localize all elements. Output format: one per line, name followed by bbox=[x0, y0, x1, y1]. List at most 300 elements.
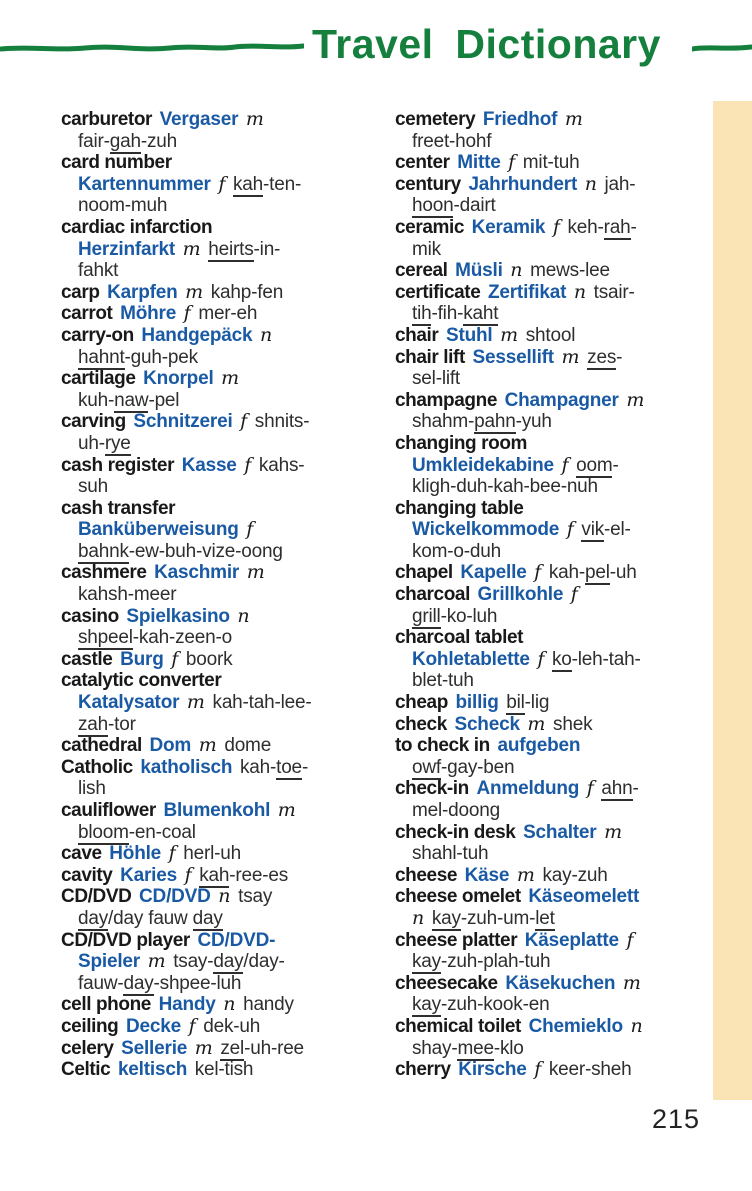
pronunciation: kahsh-meer bbox=[78, 584, 177, 606]
pronunciation: bloom-en-coal bbox=[78, 821, 196, 843]
pronunciation: owf-gay-ben bbox=[412, 756, 515, 778]
gender-marker: m bbox=[561, 345, 580, 368]
headword-en: carrot bbox=[61, 303, 113, 325]
pronunciation: tsay-day/day- bbox=[173, 951, 285, 973]
pronunciation: bahnk-ew-buh-vize-oong bbox=[78, 540, 283, 562]
headword-en: carving bbox=[61, 411, 126, 433]
header-rule-right bbox=[692, 40, 752, 56]
dictionary-line bbox=[61, 476, 395, 498]
gender-marker: n bbox=[412, 906, 425, 929]
gender-marker: m bbox=[527, 712, 546, 735]
gender-marker: m bbox=[182, 237, 201, 260]
dictionary-line bbox=[61, 519, 395, 541]
headword-en: charcoal tablet bbox=[395, 627, 524, 649]
headword-en: Catholic bbox=[61, 756, 133, 778]
translation-de: Blumenkohl bbox=[163, 800, 271, 821]
page-number: 215 bbox=[652, 1104, 701, 1134]
dictionary-line bbox=[395, 865, 725, 887]
pronunciation: ahn- bbox=[601, 778, 639, 800]
dictionary-line bbox=[395, 627, 725, 649]
gender-marker: f bbox=[626, 928, 634, 951]
dictionary-line bbox=[395, 670, 725, 692]
dictionary-line bbox=[61, 843, 395, 865]
pronunciation: shahl-tuh bbox=[412, 843, 489, 865]
gender-marker: f bbox=[171, 647, 179, 670]
dictionary-line bbox=[395, 757, 725, 779]
dictionary-line bbox=[61, 865, 395, 887]
dictionary-line bbox=[61, 455, 395, 477]
translation-de: Käse bbox=[464, 864, 510, 886]
green-squiggle-icon bbox=[692, 40, 752, 56]
pronunciation: hahnt-guh-pek bbox=[78, 346, 198, 368]
pronunciation: fahkt bbox=[78, 260, 119, 282]
headword-en: cheese bbox=[395, 864, 458, 886]
pronunciation: kel-tish bbox=[194, 1059, 254, 1081]
dictionary-line bbox=[395, 195, 725, 217]
headword-en: celery bbox=[61, 1037, 114, 1059]
gender-marker: n bbox=[223, 993, 236, 1016]
dictionary-line bbox=[61, 951, 395, 973]
gender-marker: f bbox=[188, 1014, 196, 1037]
translation-de: Anmeldung bbox=[476, 778, 580, 800]
dictionary-line bbox=[61, 822, 395, 844]
translation-de: katholisch bbox=[140, 756, 233, 778]
translation-de: Müsli bbox=[455, 260, 503, 282]
pronunciation: jah- bbox=[604, 173, 636, 195]
gender-marker: m bbox=[626, 388, 645, 411]
dictionary-line bbox=[395, 606, 725, 628]
pronunciation: kay-zuh-kook-en bbox=[412, 994, 550, 1016]
dictionary-line bbox=[61, 778, 395, 800]
dictionary-line bbox=[61, 714, 395, 736]
gender-marker: m bbox=[277, 799, 296, 821]
headword-en: carp bbox=[61, 281, 100, 303]
gender-marker: f bbox=[168, 842, 176, 865]
gender-marker: n bbox=[260, 323, 273, 346]
translation-de: Käseplatte bbox=[524, 929, 619, 951]
pronunciation: dek-uh bbox=[203, 1015, 261, 1037]
dictionary-line bbox=[395, 735, 725, 757]
dictionary-line bbox=[395, 584, 725, 606]
gender-marker: n bbox=[630, 1014, 643, 1037]
dictionary-line bbox=[395, 519, 725, 541]
pronunciation: kah-tah-lee- bbox=[212, 692, 312, 714]
pronunciation: keh-rah- bbox=[567, 216, 637, 238]
dictionary-line bbox=[61, 303, 395, 325]
gender-marker: f bbox=[184, 863, 192, 886]
dictionary-line bbox=[61, 433, 395, 455]
translation-de: Mitte bbox=[457, 152, 501, 174]
headword-en: castle bbox=[61, 648, 113, 670]
headword-en: charcoal bbox=[395, 584, 470, 606]
translation-de: Spieler bbox=[78, 951, 140, 973]
pronunciation: handy bbox=[243, 994, 294, 1016]
dictionary-line bbox=[395, 973, 725, 995]
headword-en: cash register bbox=[61, 454, 175, 476]
dictionary-line bbox=[395, 303, 725, 325]
dictionary-line bbox=[61, 584, 395, 606]
headword-en: CD/DVD bbox=[61, 886, 132, 908]
dictionary-line bbox=[61, 368, 395, 390]
gender-marker: f bbox=[534, 1058, 542, 1081]
dictionary-line bbox=[395, 476, 725, 498]
dictionary-line bbox=[395, 692, 725, 714]
translation-de: Karpfen bbox=[107, 281, 178, 303]
headword-en: cashmere bbox=[61, 562, 147, 584]
dictionary-line bbox=[395, 714, 725, 736]
translation-de: Kaschmir bbox=[154, 562, 240, 584]
dictionary-line bbox=[61, 498, 395, 520]
dictionary-line bbox=[61, 735, 395, 757]
pronunciation: mit-tuh bbox=[522, 152, 580, 174]
right-column bbox=[395, 109, 725, 1081]
pronunciation: shek bbox=[553, 713, 593, 735]
translation-de: Knorpel bbox=[143, 368, 214, 390]
pronunciation: oom- bbox=[576, 454, 619, 476]
gender-marker: m bbox=[198, 734, 217, 757]
dictionary-line bbox=[395, 1016, 725, 1038]
translation-de: Dom bbox=[149, 735, 192, 757]
pronunciation: kahs- bbox=[258, 454, 305, 476]
gender-marker: n bbox=[218, 885, 231, 908]
dictionary-line bbox=[395, 325, 725, 347]
dictionary-line bbox=[395, 455, 725, 477]
translation-de: billig bbox=[455, 692, 499, 714]
dictionary-line bbox=[61, 930, 395, 952]
translation-de: Decke bbox=[125, 1015, 181, 1037]
dictionary-line bbox=[395, 649, 725, 671]
gender-marker: m bbox=[622, 971, 641, 994]
dictionary-line bbox=[395, 951, 725, 973]
pronunciation: shpeel-kah-zeen-o bbox=[78, 627, 232, 649]
translation-de: keltisch bbox=[117, 1059, 188, 1081]
translation-de: Banküberweisung bbox=[78, 519, 239, 541]
pronunciation: mews-lee bbox=[530, 260, 610, 282]
gender-marker: m bbox=[245, 108, 264, 130]
translation-de: Stuhl bbox=[446, 324, 493, 346]
pronunciation: kligh-duh-kah-bee-nuh bbox=[412, 476, 598, 498]
headword-en: cereal bbox=[395, 260, 448, 282]
translation-de: Spielkasino bbox=[126, 605, 230, 627]
gender-marker: m bbox=[564, 108, 583, 130]
dictionary-line bbox=[61, 260, 395, 282]
translation-de: Zertifikat bbox=[487, 281, 567, 303]
dictionary-line bbox=[61, 174, 395, 196]
translation-de: Sessellift bbox=[472, 346, 554, 368]
dictionary-line bbox=[395, 131, 725, 153]
translation-de: Champagner bbox=[504, 389, 619, 411]
dictionary-line bbox=[395, 843, 725, 865]
gender-marker: f bbox=[561, 453, 569, 476]
pronunciation: shnits- bbox=[254, 411, 310, 433]
pronunciation: ko-leh-tah- bbox=[551, 648, 641, 670]
dictionary-line bbox=[61, 800, 395, 822]
gender-marker: f bbox=[508, 151, 516, 174]
translation-de: Kapelle bbox=[460, 562, 527, 584]
translation-de: Möhre bbox=[120, 303, 177, 325]
headword-en: Celtic bbox=[61, 1059, 111, 1081]
headword-en: cathedral bbox=[61, 735, 142, 757]
pronunciation: tih-fih-kaht bbox=[412, 303, 499, 325]
pronunciation: shahm-pahn-yuh bbox=[412, 411, 552, 433]
dictionary-line bbox=[395, 217, 725, 239]
translation-de: Kirsche bbox=[458, 1059, 527, 1081]
pronunciation: zes- bbox=[587, 346, 623, 368]
dictionary-line bbox=[395, 822, 725, 844]
headword-en: carburetor bbox=[61, 109, 153, 130]
gender-marker: f bbox=[183, 302, 191, 325]
translation-de: Kohletablette bbox=[412, 648, 530, 670]
left-column bbox=[61, 109, 395, 1081]
translation-de: Grillkohle bbox=[477, 584, 564, 606]
gender-marker: m bbox=[500, 323, 519, 346]
dictionary-line bbox=[395, 433, 725, 455]
dictionary-line bbox=[395, 800, 725, 822]
gender-marker: m bbox=[246, 561, 265, 584]
headword-en: cave bbox=[61, 843, 102, 865]
headword-en: check bbox=[395, 713, 447, 735]
gender-marker: n bbox=[584, 172, 597, 195]
dictionary-line bbox=[61, 411, 395, 433]
dictionary-line bbox=[61, 606, 395, 628]
pronunciation: uh-rye bbox=[78, 432, 131, 454]
headword-en: chair bbox=[395, 324, 439, 346]
headword-en: to check in bbox=[395, 735, 490, 757]
headword-en: changing room bbox=[395, 432, 528, 454]
dictionary-line bbox=[61, 562, 395, 584]
dictionary-line bbox=[395, 282, 725, 304]
dictionary-line bbox=[395, 368, 725, 390]
translation-de: CD/DVD bbox=[139, 886, 211, 908]
dictionary-line bbox=[61, 649, 395, 671]
translation-de: Käsekuchen bbox=[505, 972, 616, 994]
header-rule-left bbox=[0, 40, 304, 56]
dictionary-line bbox=[61, 1059, 395, 1081]
gender-marker: n bbox=[573, 280, 587, 303]
headword-en: changing table bbox=[395, 497, 524, 519]
headword-en: ceiling bbox=[61, 1015, 119, 1037]
pronunciation: bil-lig bbox=[506, 692, 550, 714]
page-title: Travel Dictionary bbox=[312, 21, 661, 67]
dictionary-line bbox=[61, 627, 395, 649]
gender-marker: f bbox=[534, 561, 542, 584]
dictionary-line bbox=[61, 1016, 395, 1038]
pronunciation: keer-sheh bbox=[548, 1059, 632, 1081]
translation-de: Handgepäck bbox=[141, 324, 253, 346]
pronunciation: noom-muh bbox=[78, 195, 168, 217]
headword-en: chapel bbox=[395, 562, 453, 584]
dictionary-line bbox=[395, 930, 725, 952]
translation-de: Umkleidekabine bbox=[412, 454, 554, 476]
headword-en: cheese platter bbox=[395, 929, 518, 951]
dictionary-line bbox=[395, 260, 725, 282]
pronunciation: kay-zuh bbox=[542, 864, 608, 886]
pronunciation: tsay bbox=[238, 886, 273, 908]
pronunciation: freet-hohf bbox=[412, 130, 492, 152]
headword-en: carry-on bbox=[61, 324, 134, 346]
translation-de: Vergaser bbox=[159, 109, 239, 130]
dictionary-line bbox=[395, 562, 725, 584]
translation-de: Höhle bbox=[109, 843, 162, 865]
dictionary-line bbox=[61, 692, 395, 714]
pronunciation: kom-o-duh bbox=[412, 540, 502, 562]
pronunciation: kah-ree-es bbox=[199, 864, 289, 886]
dictionary-line bbox=[61, 757, 395, 779]
pronunciation: kay-zuh-um-let bbox=[431, 907, 555, 929]
gender-marker: f bbox=[566, 518, 574, 541]
gender-marker: f bbox=[552, 215, 560, 238]
translation-de: Kasse bbox=[181, 454, 237, 476]
dictionary-line bbox=[61, 217, 395, 239]
gender-marker: f bbox=[246, 518, 254, 541]
headword-en: cherry bbox=[395, 1059, 451, 1081]
headword-en: cash transfer bbox=[61, 497, 176, 519]
headword-en: check-in bbox=[395, 778, 469, 800]
dictionary-line bbox=[395, 239, 725, 261]
gender-marker: m bbox=[604, 820, 623, 843]
headword-en: chemical toilet bbox=[395, 1015, 521, 1037]
pronunciation: sel-lift bbox=[412, 368, 461, 390]
translation-de: Scheck bbox=[454, 713, 520, 735]
pronunciation: kuh-naw-pel bbox=[78, 389, 180, 411]
dictionary-line bbox=[395, 411, 725, 433]
pronunciation: dome bbox=[224, 735, 272, 757]
headword-en: catalytic converter bbox=[61, 670, 222, 692]
gender-marker: n bbox=[237, 604, 250, 627]
dictionary-line bbox=[61, 109, 395, 131]
translation-de: Handy bbox=[158, 994, 216, 1016]
dictionary-line bbox=[395, 109, 725, 131]
dictionary-line bbox=[61, 994, 395, 1016]
gender-marker: m bbox=[186, 691, 205, 714]
headword-en: center bbox=[395, 152, 450, 174]
translation-de: Friedhof bbox=[482, 109, 558, 130]
pronunciation: zel-uh-ree bbox=[220, 1037, 304, 1059]
pronunciation: grill-ko-luh bbox=[412, 605, 498, 627]
dictionary-line bbox=[395, 994, 725, 1016]
dictionary-line bbox=[395, 778, 725, 800]
dictionary-line bbox=[61, 325, 395, 347]
headword-en: cemetery bbox=[395, 109, 476, 130]
pronunciation: mik bbox=[412, 238, 441, 260]
gender-marker: f bbox=[240, 410, 248, 433]
dictionary-line bbox=[61, 908, 395, 930]
headword-en: check-in desk bbox=[395, 821, 516, 843]
dictionary-line bbox=[395, 174, 725, 196]
translation-de: aufgeben bbox=[497, 735, 581, 757]
pronunciation: kah-pel-uh bbox=[548, 562, 637, 584]
translation-de: Chemieklo bbox=[528, 1015, 623, 1037]
gender-marker: f bbox=[586, 777, 594, 800]
pronunciation: lish bbox=[78, 778, 106, 800]
pronunciation: fair-gah-zuh bbox=[78, 130, 178, 152]
dictionary-line bbox=[61, 1038, 395, 1060]
dictionary-line bbox=[395, 498, 725, 520]
headword-en: cell phone bbox=[61, 994, 151, 1016]
dictionary-line bbox=[61, 390, 395, 412]
pronunciation: mer-eh bbox=[198, 303, 258, 325]
pronunciation: shtool bbox=[525, 324, 576, 346]
headword-en: cheap bbox=[395, 692, 448, 714]
dictionary-line bbox=[61, 131, 395, 153]
gender-marker: f bbox=[570, 583, 578, 606]
headword-en: ceramic bbox=[395, 216, 465, 238]
dictionary-line bbox=[395, 908, 725, 930]
dictionary-line bbox=[61, 152, 395, 174]
headword-en: cartilage bbox=[61, 368, 136, 390]
pronunciation: herl-uh bbox=[183, 843, 242, 865]
headword-en: cardiac infarction bbox=[61, 216, 213, 238]
headword-en: certificate bbox=[395, 281, 481, 303]
dictionary-line bbox=[61, 541, 395, 563]
dictionary-line bbox=[395, 1038, 725, 1060]
pronunciation: suh bbox=[78, 476, 109, 498]
translation-de: Jahrhundert bbox=[468, 173, 578, 195]
headword-en: CD/DVD player bbox=[61, 929, 190, 951]
headword-en: casino bbox=[61, 605, 119, 627]
translation-de: Schnitzerei bbox=[133, 411, 233, 433]
pronunciation: shay-mee-klo bbox=[412, 1037, 524, 1059]
pronunciation: vik-el- bbox=[581, 519, 631, 541]
pronunciation: zah-tor bbox=[78, 713, 136, 735]
dictionary-line bbox=[61, 973, 395, 995]
translation-de: Wickelkommode bbox=[412, 519, 560, 541]
dictionary-line bbox=[61, 239, 395, 261]
translation-de: Katalysator bbox=[78, 692, 180, 714]
dictionary-line bbox=[395, 886, 725, 908]
translation-de: Karies bbox=[120, 864, 177, 886]
pronunciation: mel-doong bbox=[412, 800, 500, 821]
pronunciation: kah-toe- bbox=[239, 756, 309, 778]
headword-en: cheesecake bbox=[395, 972, 498, 994]
dictionary-line bbox=[61, 670, 395, 692]
dictionary-line bbox=[61, 282, 395, 304]
dictionary-line bbox=[395, 347, 725, 369]
gender-marker: m bbox=[194, 1036, 213, 1059]
headword-en: chair lift bbox=[395, 346, 465, 368]
translation-de: Herzinfarkt bbox=[78, 238, 176, 260]
headword-en: cavity bbox=[61, 864, 113, 886]
gender-marker: m bbox=[221, 367, 240, 390]
translation-de: Kartennummer bbox=[78, 173, 211, 195]
translation-de: Sellerie bbox=[121, 1037, 188, 1059]
gender-marker: m bbox=[516, 863, 535, 886]
dictionary-line bbox=[395, 541, 725, 563]
pronunciation: day/day fauw day bbox=[78, 907, 223, 929]
gender-marker: f bbox=[244, 453, 252, 476]
gender-marker: f bbox=[537, 647, 545, 670]
headword-en: card number bbox=[61, 152, 172, 174]
dictionary-line bbox=[61, 347, 395, 369]
translation-de: Burg bbox=[120, 648, 164, 670]
pronunciation: kay-zuh-plah-tuh bbox=[412, 951, 551, 973]
pronunciation: kah-ten- bbox=[232, 173, 302, 195]
headword-en: cheese omelet bbox=[395, 886, 521, 908]
gender-marker: m bbox=[147, 950, 166, 973]
pronunciation: heirts-in- bbox=[208, 238, 281, 260]
pronunciation: hoon-dairt bbox=[412, 195, 496, 217]
dictionary-line bbox=[61, 886, 395, 908]
dictionary-line bbox=[61, 195, 395, 217]
dictionary-line bbox=[395, 152, 725, 174]
dictionary-line bbox=[395, 1059, 725, 1081]
gender-marker: n bbox=[510, 259, 523, 282]
gender-marker: m bbox=[185, 280, 204, 303]
translation-de: CD/DVD- bbox=[197, 929, 276, 951]
pronunciation: fauw-day-shpee-luh bbox=[78, 972, 242, 994]
headword-en: champagne bbox=[395, 389, 497, 411]
pronunciation: blet-tuh bbox=[412, 670, 474, 692]
